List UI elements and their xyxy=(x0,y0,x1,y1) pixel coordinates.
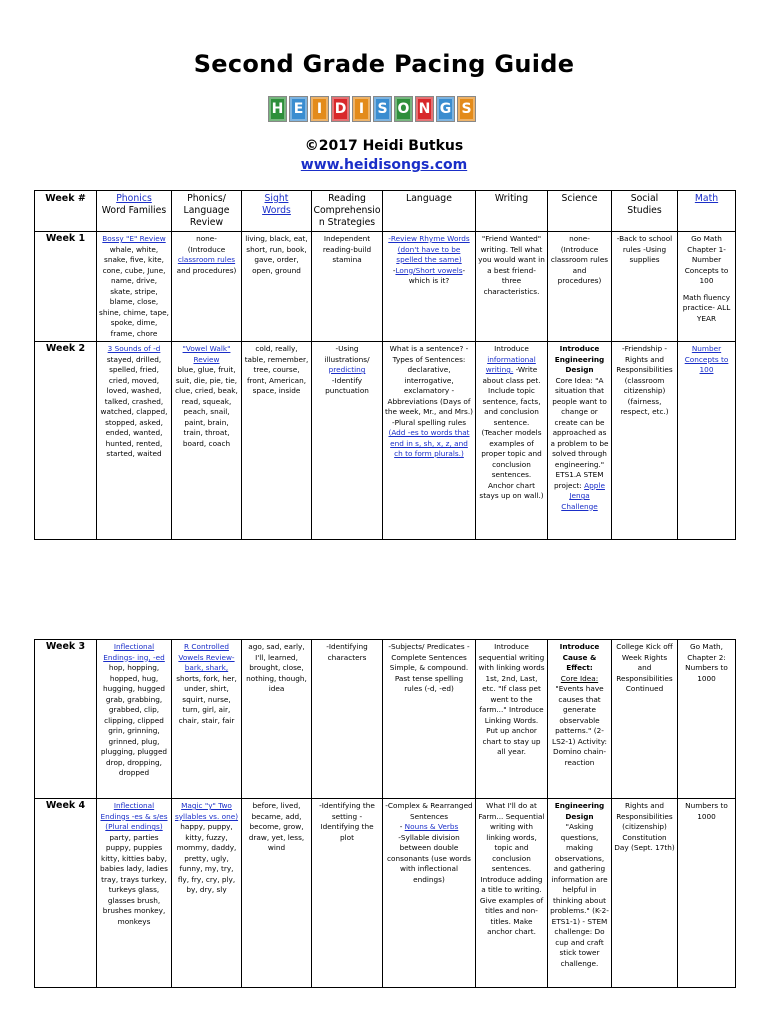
w1-writing: "Friend Wanted" writing. Tell what you would want in a best friend- three characteristics. xyxy=(476,232,548,342)
w2-reading-b: -Identify punctuation xyxy=(325,375,369,395)
w2-sci-title: Introduce Engineering Design xyxy=(554,344,605,374)
w1-math-b: Math fluency practice- ALL YEAR xyxy=(682,292,731,323)
header-reading xyxy=(312,191,383,232)
header-reading-a: Reading xyxy=(328,193,366,204)
w4-sight-words: before, lived, became, add, become, grow, draw, yet, less, wind xyxy=(242,799,312,988)
header-social-studies xyxy=(612,191,678,232)
logo-letter-tile: S xyxy=(457,96,476,122)
header-social-b: Studies xyxy=(627,205,662,216)
w3-phonics-language xyxy=(172,640,242,799)
w3-inflectional-link[interactable]: Inflectional Endings- ing, -ed xyxy=(103,642,165,662)
w4-phonics-language xyxy=(172,799,242,988)
w1-sight-words: living, black, eat, short, run, book, gave, order, open, ground xyxy=(242,232,312,342)
header-sight-words xyxy=(242,191,312,232)
table-row-week-3 xyxy=(35,640,736,799)
table-row-week-1 xyxy=(35,232,736,342)
w4-science xyxy=(548,799,612,988)
w4-social: Rights and Responsibilities (citizenship) Constitution Day (Sept. 17th) xyxy=(612,799,678,988)
w4-lang-b: -Syllable division between double consonants (use words with inflectional endings) xyxy=(387,832,471,884)
w2-pl-text: blue, glue, fruit, suit, die, pie, tie, clue, cried, beak, read, squeak, peach, snail, paint, brain, train, throat, board, coach xyxy=(175,365,238,448)
w1-classroom-rules-link[interactable]: classroom rules xyxy=(177,255,236,264)
w2-phonics-text: stayed, drilled, spelled, fried, cried, moved, loved, washed, talked, crashed, watched, clapped, stopped, asked, ended, wanted, hunted, rented, started, waited xyxy=(100,354,168,458)
w2-phonics-link[interactable]: 3 Sounds of -d xyxy=(107,344,161,353)
heidisongs-logo xyxy=(268,96,476,120)
week-label: Week 1 xyxy=(35,232,97,342)
w4-lang-a: -Complex & Rearranged Sentences xyxy=(385,801,473,821)
w3-writing: Introduce sequential writing with linking words 1st, 2nd, Last, etc. "If class pet went to the farm..." Introduce Linking Words. Put up anchor chart to stay up all year. xyxy=(476,640,548,799)
w1-vowels-link[interactable]: Long/Short vowels xyxy=(395,265,463,275)
w4-inflectional-link[interactable]: Inflectional Endings -es & s/es (Plural endings) xyxy=(100,801,168,831)
w4-pl-text: happy, puppy, kitty, fuzzy, mommy, daddy, pretty, ugly, funny, my, try, fly, fry, cry, ply, by, dry, sly xyxy=(176,822,237,894)
w2-sci-text: Core Idea: "A situation that people want to change or create can be approached as a problem to be solved through engineering." ETS1.A STEM project: xyxy=(550,375,609,490)
logo-letter-tile: I xyxy=(310,96,329,122)
w1-rhyme-link[interactable]: -Review Rhyme Words (don't have to be spelled the same) xyxy=(388,234,470,264)
logo-letter-tile: I xyxy=(352,96,371,122)
header-science: Science xyxy=(548,191,612,232)
logo-letter-tile: S xyxy=(373,96,392,122)
header-sight-b: Words xyxy=(262,205,291,216)
logo-letter-tile: O xyxy=(394,96,413,122)
header-phonics xyxy=(97,191,172,232)
week-label: Week 3 xyxy=(35,640,97,799)
w3-sci-core: Core Idea: xyxy=(560,673,599,683)
w4-magic-y-link[interactable]: Magic "y" Two syllables vs. one) xyxy=(174,801,239,821)
w1-math-a: Go Math Chapter 1- Number Concepts to 100 xyxy=(684,234,729,285)
w4-reading: -Identifying the setting -Identifying the plot xyxy=(312,799,383,988)
w2-phonics-language xyxy=(172,342,242,540)
w1-phonics-text: whale, white, snake, five, kite, cone, cube, June, name, drive, skate, stripe, blame, close, shine, chime, tape, spoke, dime, frame, chore xyxy=(99,244,169,338)
w2-plurals-link[interactable]: (Add -es to words that end in s, sh, x, z, and ch to form plurals.) xyxy=(388,428,470,458)
w4-sci-title: Engineering Design xyxy=(554,801,605,821)
w4-language xyxy=(383,799,476,988)
header-language: Language xyxy=(383,191,476,232)
w2-math xyxy=(678,342,736,540)
w1-phonics-language xyxy=(172,232,242,342)
header-sight-a: Sight xyxy=(264,193,289,204)
header-phonics-sub: Word Families xyxy=(101,205,167,216)
w3-language: -Subjects/ Predicates -Complete Sentences Simple, & compound. Past tense spelling rules (-d, -ed) xyxy=(383,640,476,799)
w2-writing-a: Introduce xyxy=(494,344,529,353)
logo-letter-tile: G xyxy=(436,96,455,122)
phonics-link[interactable]: Phonics xyxy=(116,193,152,204)
w1-phonics-link[interactable]: Bossy "E" Review xyxy=(102,234,166,243)
table-row-week-4 xyxy=(35,799,736,988)
w2-sight-words: cold, really, table, remember, tree, course, front, American, space, inside xyxy=(242,342,312,540)
w1-pl-b: (Introduce xyxy=(187,244,226,254)
w4-math: Numbers to 1000 xyxy=(678,799,736,988)
header-pl-a: Phonics/ xyxy=(187,193,226,204)
w4-nouns-verbs-link[interactable]: Nouns & Verbs xyxy=(404,822,459,831)
w2-science xyxy=(548,342,612,540)
w2-apple-jenga-link[interactable]: Apple Jenga Challenge xyxy=(561,480,605,511)
w3-math: Go Math, Chapter 2: Numbers to 1000 xyxy=(678,640,736,799)
w4-sci-text: "Asking questions, making observations, and gathering information are helpful in thinking about problems." (K-2-ETS1-1) - STEM challenge: Do cup and craft stick tower challenge. xyxy=(550,822,609,968)
math-link[interactable]: Math xyxy=(694,193,719,204)
w4-phonics xyxy=(97,799,172,988)
w3-sci-text: "Events have causes that generate observable patterns." (2-LS2-1) Activity: Domino chain-reaction xyxy=(552,684,607,767)
w2-number-concepts-link[interactable]: Number Concepts to 100 xyxy=(684,344,729,374)
w1-reading: Independent reading-build stamina xyxy=(312,232,383,342)
w1-phonics xyxy=(97,232,172,342)
header-social-a: Social xyxy=(630,193,659,204)
w1-math xyxy=(678,232,736,342)
w4-writing: What I'll do at Farm... Sequential writing with linking words, topic and conclusion sentences. Introduce adding a title to writing. Give examples of titles and non-titles. Make anchor chart. xyxy=(476,799,548,988)
w2-writing xyxy=(476,342,548,540)
logo-letter-tile: E xyxy=(289,96,308,122)
w3-sci-title: Introduce Cause & Effect: xyxy=(559,642,600,672)
page-title: Second Grade Pacing Guide xyxy=(193,50,575,78)
w2-writing-b: -Write about class pet. Include topic sentence, facts, and conclusion sentence. (Teacher models examples of proper topic and conclusion sentences. Anchor chart stays up on wall.) xyxy=(479,365,544,500)
logo-letter-tile: H xyxy=(268,96,287,122)
header-pl-b: Language xyxy=(183,205,230,216)
header-pl-c: Review xyxy=(189,217,224,228)
w1-language xyxy=(383,232,476,342)
w2-reading xyxy=(312,342,383,540)
w2-language xyxy=(383,342,476,540)
w2-vowel-walk-link[interactable]: "Vowel Walk" Review xyxy=(182,344,231,364)
w2-reading-a: -Using illustrations/ xyxy=(324,344,370,364)
header-math xyxy=(678,191,736,232)
header-row xyxy=(35,191,736,232)
table-row-week-2 xyxy=(35,342,736,540)
w2-predicting-link[interactable]: predicting xyxy=(328,365,366,374)
pacing-table-page-2 xyxy=(34,639,736,988)
w3-r-controlled-link[interactable]: R Controlled Vowels Review- bark, shark, xyxy=(178,642,235,672)
w3-pl-text: shorts, fork, her, under, shirt, squirt, nurse, turn, girl, air, chair, stair, fair xyxy=(176,673,237,725)
logo-letter-tile: N xyxy=(415,96,434,122)
pacing-table-page-1 xyxy=(34,190,736,540)
w3-science xyxy=(548,640,612,799)
w1-lang-c: - which is it? xyxy=(408,265,466,285)
week-label: Week 4 xyxy=(35,799,97,988)
header-writing: Writing xyxy=(476,191,548,232)
w3-sight-words: ago, sad, early, I'll, learned, brought, close, nothing, though, idea xyxy=(242,640,312,799)
w4-lang-dash: - xyxy=(399,822,405,831)
w4-phonics-text: party, parties puppy, puppies kitty, kitties baby, babies lady, ladies tray, trays turkey, turkeys glass, glasses brush, brushes monkey, monkeys xyxy=(100,832,168,926)
header-week: Week # xyxy=(35,191,97,232)
w3-phonics-text: hop, hopping, hopped, hug, hugging, hugged grab, grabbing, grabbed, clip, clipping, clipped grin, grinning, grinned, plug, plugging, plugged drop, dropping, dropped xyxy=(100,663,168,777)
header-reading-b: Comprehensio xyxy=(313,205,381,216)
logo-letter-tile: D xyxy=(331,96,350,122)
w2-lang-a: What is a sentence? -Types of Sentences: declarative, interrogative, exclamatory -Abbreviations (Days of the week, Mr., and Mrs.) -Plural spelling rules xyxy=(385,344,474,427)
sight-words-link[interactable] xyxy=(262,193,291,216)
w1-social: -Back to school rules -Using supplies xyxy=(612,232,678,342)
w1-pl-c: and procedures) xyxy=(176,265,237,275)
w1-pl-a: none- xyxy=(196,234,217,243)
header-reading-c: n Strategies xyxy=(318,217,376,228)
copyright-text: ©2017 Heidi Butkus xyxy=(304,138,464,154)
header-phonics-language xyxy=(172,191,242,232)
w3-reading: -Identifying characters xyxy=(312,640,383,799)
website-link[interactable]: www.heidisongs.com xyxy=(300,157,468,173)
w2-phonics xyxy=(97,342,172,540)
w3-phonics xyxy=(97,640,172,799)
w3-social: College Kick off Week Rights and Responsibilities Continued xyxy=(612,640,678,799)
w2-social: -Friendship -Rights and Responsibilities (classroom citizenship) (fairness, respect, etc.) xyxy=(612,342,678,540)
w1-lang-dash: - xyxy=(392,265,396,275)
week-label: Week 2 xyxy=(35,342,97,540)
w2-informational-link[interactable]: informational writing. xyxy=(485,354,536,374)
w1-science: none- (Introduce classroom rules and procedures) xyxy=(548,232,612,342)
